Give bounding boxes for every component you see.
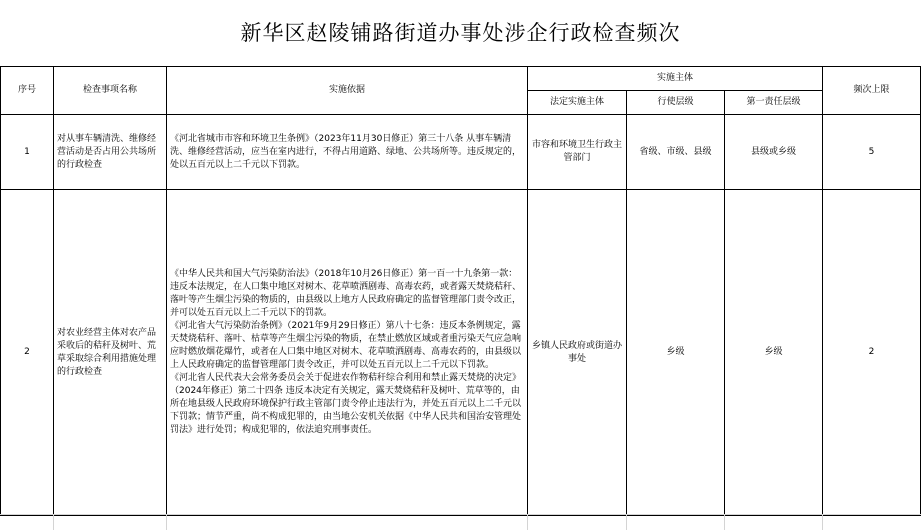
cell-legal-entity[interactable]: 市容和环境卫生行政主管部门	[528, 115, 627, 190]
header-legal-entity[interactable]: 法定实施主体	[528, 91, 627, 115]
grid-divider	[724, 514, 725, 530]
basis-paragraph: 《河北省大气污染防治条例》（2021年9月29日修正）第八十七条：违反本条例规定，露天焚烧秸秆、落叶、枯草等产生烟尘污染的物质，在禁止燃放区域或者重污染天气应急响应时燃放烟花爆竹，或者在人口集中地区对树木、花草喷洒剧毒、高毒农药的，由县级以上人民政府确定的监督管理部门责令改正，并可以处五百元以上二千元以下罚款。	[170, 321, 522, 370]
basis-paragraph: 《中华人民共和国大气污染防治法》（2018年10月26日修正）第一百一十九条第一款：违反本法规定，在人口集中地区对树木、花草喷洒剧毒、高毒农药，或者露天焚烧秸秆、落叶等产生烟尘污染的物质的，由县级以上地方人民政府确定的监督管理部门责令改正，并可以处五百元以上二千元以下的罚款。	[170, 269, 522, 318]
header-entity[interactable]: 实施主体	[528, 67, 823, 91]
header-freq[interactable]: 频次上限	[823, 67, 921, 115]
cell-level[interactable]: 乡级	[627, 190, 725, 516]
header-level[interactable]: 行使层级	[627, 91, 725, 115]
grid-divider	[166, 514, 167, 530]
sheet-title: 新华区赵陵铺路街道办事处涉企行政检查频次	[240, 21, 681, 45]
cell-freq[interactable]: 2	[823, 190, 921, 516]
header-item[interactable]: 检查事项名称	[54, 67, 167, 115]
empty-grid-row	[0, 514, 921, 531]
header-row-1	[1, 67, 921, 91]
grid-divider	[822, 514, 823, 530]
basis-paragraph: 《河北省城市市容和环境卫生条例》（2023年11月30日修正）第三十八条 从事车辆清洗、维修经营活动，应当在室内进行，不得占用道路、绿地、公共场所等。违反规定的，处以五百元以上二千元以下罚款。	[170, 133, 522, 170]
cell-basis[interactable]	[167, 190, 528, 516]
cell-first-level[interactable]: 乡级	[725, 190, 823, 516]
grid-divider	[626, 514, 627, 530]
cell-item[interactable]: 对从事车辆清洗、维修经营活动是否占用公共场所的行政检查	[54, 115, 167, 190]
cell-basis[interactable]	[167, 115, 528, 190]
cell-seq[interactable]: 2	[1, 190, 54, 516]
table-row	[1, 190, 921, 516]
grid-divider	[53, 514, 54, 530]
basis-paragraph: 《河北省人民代表大会常务委员会关于促进农作物秸秆综合利用和禁止露天焚烧的决定》（2024年修正）第二十四条 违反本决定有关规定，露天焚烧秸秆及树叶、荒草等的，由所在地县级人民政府环境保护行政主管部门责令停止违法行为，并处五百元以上二千元以下罚款；情节严重，尚不构成犯罪的，由当地公安机关依据《中华人民共和国治安管理处罚法》进行处罚；构成犯罪的，依法追究刑事责任。	[170, 373, 522, 435]
cell-seq[interactable]: 1	[1, 115, 54, 190]
cell-first-level[interactable]: 县级或乡级	[725, 115, 823, 190]
inspection-table	[0, 66, 921, 516]
cell-level[interactable]: 省级、市级、县级	[627, 115, 725, 190]
header-seq[interactable]: 序号	[1, 67, 54, 115]
table-row	[1, 115, 921, 190]
grid-divider	[527, 514, 528, 530]
cell-legal-entity[interactable]: 乡镇人民政府或街道办事处	[528, 190, 627, 516]
header-basis[interactable]: 实施依据	[167, 67, 528, 115]
cell-freq[interactable]: 5	[823, 115, 921, 190]
header-first-level[interactable]: 第一责任层级	[725, 91, 823, 115]
cell-item[interactable]: 对农业经营主体对农产品采收后的秸秆及树叶、荒草采取综合利用措施处理的行政检查	[54, 190, 167, 516]
